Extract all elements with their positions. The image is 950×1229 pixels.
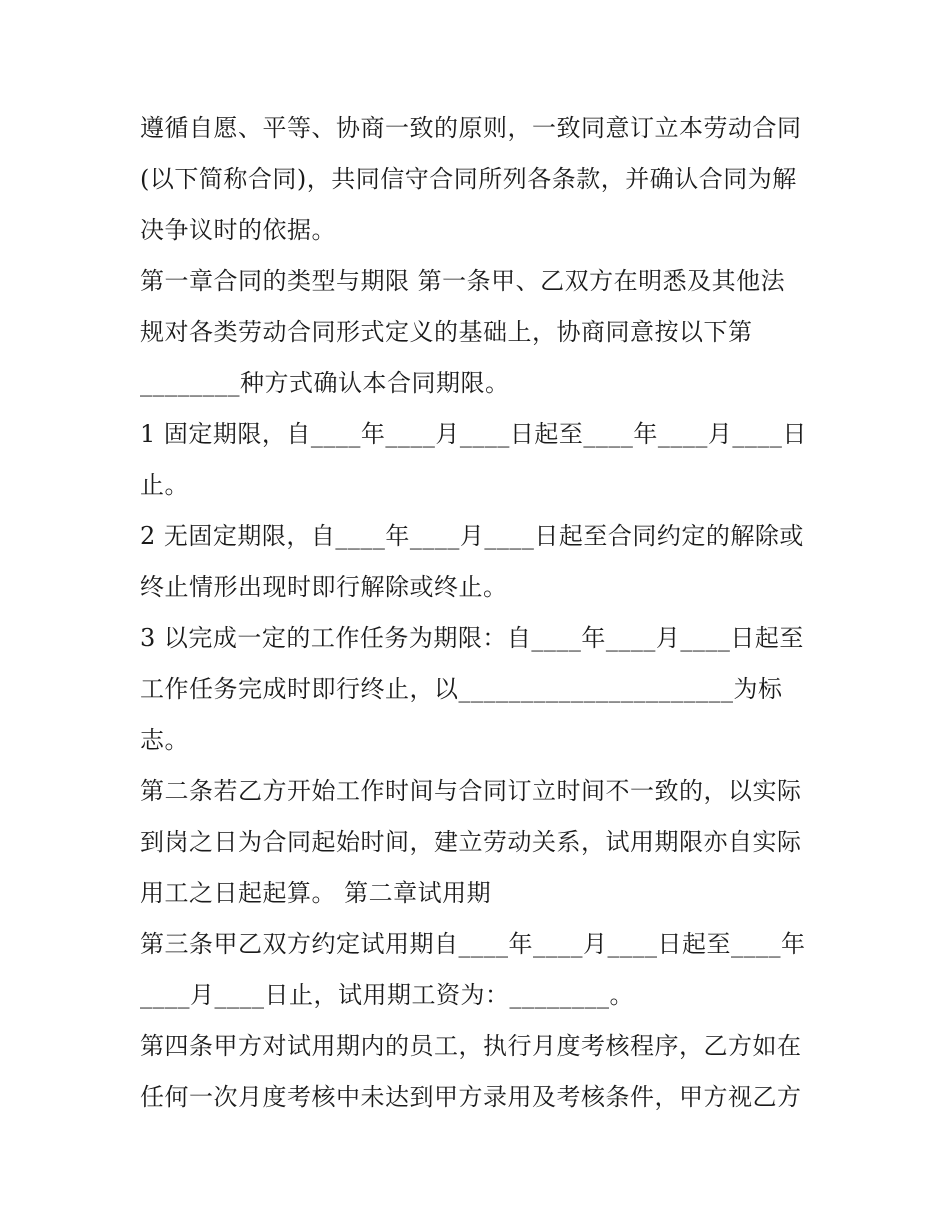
text-line-6: ________种方式确认本合同期限。 xyxy=(140,369,510,397)
fixed-term-line: 1 固定期限，自____年____月____日起至____年____月____日 xyxy=(140,420,807,448)
text-line-10: 终止情形出现时即行解除或终止。 xyxy=(140,573,508,601)
text-line-18: ____月____日止，试用期工资为：________。 xyxy=(140,981,634,1009)
text-line-2: (以下简称合同)，共同信守合同所列各条款，并确认合同为解 xyxy=(140,165,797,193)
task-based-term-line: 3 以完成一定的工作任务为期限：自____年____月____日起至 xyxy=(140,624,804,652)
article-two-line: 第二条若乙方开始工作时间与合同订立时间不一致的，以实际 xyxy=(140,777,802,805)
text-line-1: 遵循自愿、平等、协商一致的原则，一致同意订立本劳动合同 xyxy=(140,114,802,142)
contract-text xyxy=(140,103,820,1123)
text-line-12: 工作任务完成时即行终止，以______________________为标 xyxy=(140,675,783,703)
text-line-5: 规对各类劳动合同形式定义的基础上，协商同意按以下第 xyxy=(140,318,753,346)
text-line-15: 到岗之日为合同起始时间，建立劳动关系，试用期限亦自实际 xyxy=(140,828,802,856)
open-ended-term-line: 2 无固定期限，自____年____月____日起至合同约定的解除或 xyxy=(140,522,804,550)
text-line-20: 任何一次月度考核中未达到甲方录用及考核条件，甲方视乙方 xyxy=(140,1083,802,1111)
text-line-3: 决争议时的依据。 xyxy=(140,216,336,244)
text-line-13: 志。 xyxy=(140,726,189,754)
chapter-two-heading-line: 用工之日起起算。 第二章试用期 xyxy=(140,879,492,907)
chapter-one-heading-line: 第一章合同的类型与期限 第一条甲、乙双方在明悉及其他法 xyxy=(140,267,786,295)
article-four-line: 第四条甲方对试用期内的员工，执行月度考核程序，乙方如在 xyxy=(140,1032,802,1060)
article-three-line: 第三条甲乙双方约定试用期自____年____月____日起至____年 xyxy=(140,930,806,958)
text-line-8: 止。 xyxy=(140,471,189,499)
